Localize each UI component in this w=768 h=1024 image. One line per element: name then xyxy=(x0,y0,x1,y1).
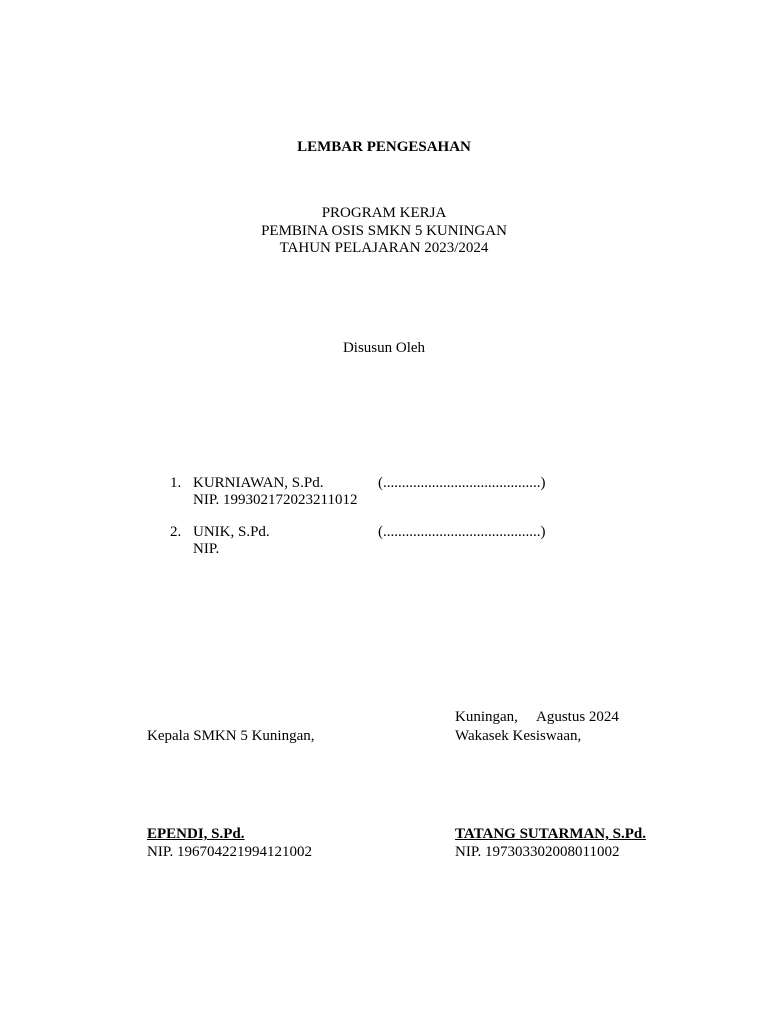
program-year: TAHUN PELAJARAN 2023/2024 xyxy=(279,240,489,256)
right-signer-title: Wakasek Kesiswaan, xyxy=(455,728,582,744)
list-number: 2. xyxy=(170,524,182,540)
left-signer-nip: NIP. 196704221994121002 xyxy=(147,844,313,860)
list-number: 1. xyxy=(170,475,182,491)
right-signer-nip: NIP. 197303302008011002 xyxy=(455,844,620,860)
author-name: UNIK, S.Pd. xyxy=(193,524,270,540)
signing-place: Kuningan, xyxy=(455,709,518,725)
program-subtitle: PEMBINA OSIS SMKN 5 KUNINGAN xyxy=(261,223,507,239)
signature-line: (..........................................) xyxy=(378,475,546,491)
left-signer-name: EPENDI, S.Pd. xyxy=(147,826,245,842)
document-title: LEMBAR PENGESAHAN xyxy=(297,139,471,155)
right-signer-name: TATANG SUTARMAN, S.Pd. xyxy=(455,826,646,842)
left-signer-title: Kepala SMKN 5 Kuningan, xyxy=(147,728,315,744)
author-nip: NIP. xyxy=(193,541,220,557)
signature-line: (..........................................) xyxy=(378,524,546,540)
program-title: PROGRAM KERJA xyxy=(321,205,447,221)
compiled-by-label: Disusun Oleh xyxy=(342,340,426,356)
signing-date: Agustus 2024 xyxy=(536,709,619,725)
author-name: KURNIAWAN, S.Pd. xyxy=(193,475,324,491)
author-nip: NIP. 199302172023211012 xyxy=(193,492,358,508)
